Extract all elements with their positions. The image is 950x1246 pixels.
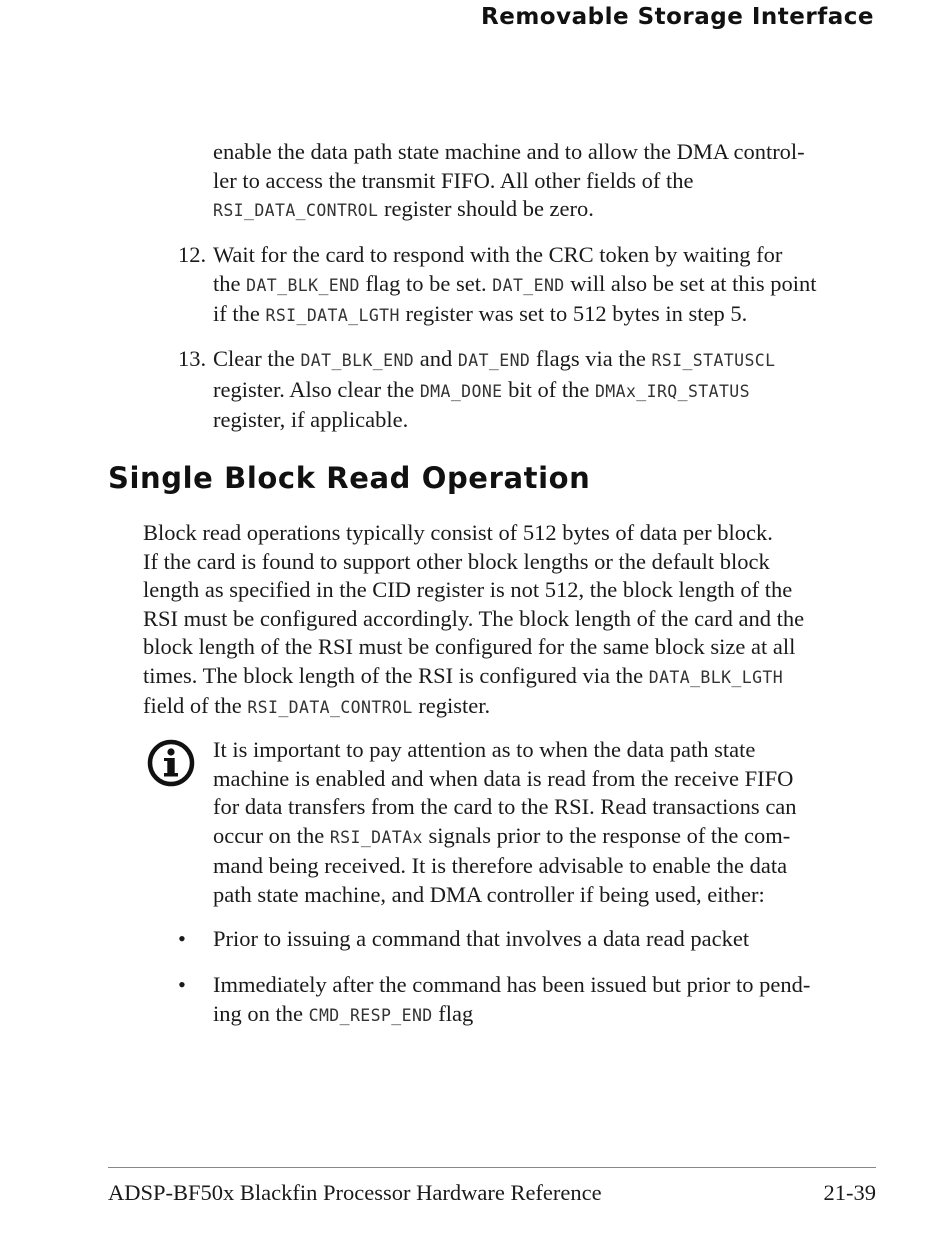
text: enable the data path state machine and to allow the DMA control- — [213, 139, 805, 164]
text: Block read operations typically consist of 512 bytes of data per block. — [143, 520, 773, 545]
text: register was set to 512 bytes in step 5. — [399, 301, 748, 326]
signal-name: RSI_DATAx — [329, 827, 423, 847]
register-name: RSI_DATA_CONTROL — [247, 698, 413, 717]
text: ler to access the transmit FIFO. All other fields of the — [213, 167, 694, 193]
text: Wait for the card to respond with the CRC token by waiting for — [213, 242, 783, 267]
text: Prior to issuing a command that involves a data read packet — [213, 926, 750, 951]
text: machine is enabled and when data is read from the receive FIFO — [213, 765, 794, 791]
bullet-item — [178, 971, 883, 1030]
text: block length of the RSI must be configured for the same block size at all — [143, 634, 796, 659]
field-name: DATA_BLK_LGTH — [648, 667, 784, 687]
text: register. Also clear the — [213, 376, 420, 402]
text: register, if applicable. — [213, 407, 409, 432]
text: mand being received. It is therefore advisable to enable the data — [213, 853, 788, 878]
register-name: RSI_DATA_CONTROL — [213, 201, 379, 220]
text: It is important to pay attention as to when the data path state — [213, 737, 756, 762]
note-paragraph — [213, 736, 883, 909]
continuation-paragraph — [213, 138, 883, 226]
step-number: 12. — [178, 242, 207, 267]
text: path state machine, and DMA controller if being used, either: — [213, 881, 765, 907]
bullet-glyph: • — [178, 972, 186, 997]
register-name: RSI_STATUSCL — [651, 351, 776, 370]
text: RSI must be configured accordingly. The block length of the card and the — [143, 605, 805, 631]
text: bit of the — [502, 376, 595, 402]
register-name: DMAx_IRQ_STATUS — [594, 381, 750, 401]
bullet-item — [178, 925, 883, 954]
text: flag to be set. — [359, 270, 493, 296]
text: flag — [432, 1000, 474, 1026]
text: field of the — [143, 693, 248, 718]
flag-name: DAT_BLK_END — [300, 351, 415, 370]
text: signals prior to the response of the com- — [422, 822, 791, 848]
text: occur on the — [213, 822, 330, 848]
step-number: 13. — [178, 346, 207, 371]
text: If the card is found to support other block lengths or the default block — [143, 548, 770, 574]
step-12 — [178, 241, 883, 331]
text: register. — [412, 693, 491, 718]
flag-name: DAT_END — [492, 275, 565, 295]
text: Clear the — [213, 346, 301, 371]
text: ing on the — [213, 1000, 309, 1026]
step-13 — [178, 345, 883, 435]
text: length as specified in the CID register is not 512, the block length of the — [143, 577, 793, 602]
text: will also be set at this point — [564, 270, 817, 296]
flag-name: DAT_BLK_END — [246, 275, 360, 295]
text: Immediately after the command has been issued but prior to pend- — [213, 972, 811, 997]
footer-divider — [108, 1167, 876, 1168]
footer-title: ADSP-BF50x Blackfin Processor Hardware Reference — [108, 1180, 602, 1205]
section-heading: Single Block Read Operation — [108, 461, 591, 495]
info-icon — [146, 738, 196, 788]
text: the — [213, 270, 247, 296]
text: if the — [213, 301, 266, 326]
bit-name: DMA_DONE — [419, 381, 503, 401]
flag-name: CMD_RESP_END — [308, 1005, 433, 1025]
intro-paragraph — [143, 519, 883, 723]
text: and — [414, 346, 458, 371]
text: times. The block length of the RSI is configured via the — [143, 662, 649, 688]
register-name: RSI_DATA_LGTH — [265, 306, 400, 325]
text: flags via the — [530, 346, 652, 371]
text: register should be zero. — [378, 196, 594, 221]
bullet-glyph: • — [178, 926, 186, 951]
page-number: 21-39 — [823, 1180, 876, 1205]
flag-name: DAT_END — [457, 351, 531, 370]
text: for data transfers from the card to the RSI. Read transactions can — [213, 794, 797, 819]
running-header: Removable Storage Interface — [481, 4, 874, 30]
